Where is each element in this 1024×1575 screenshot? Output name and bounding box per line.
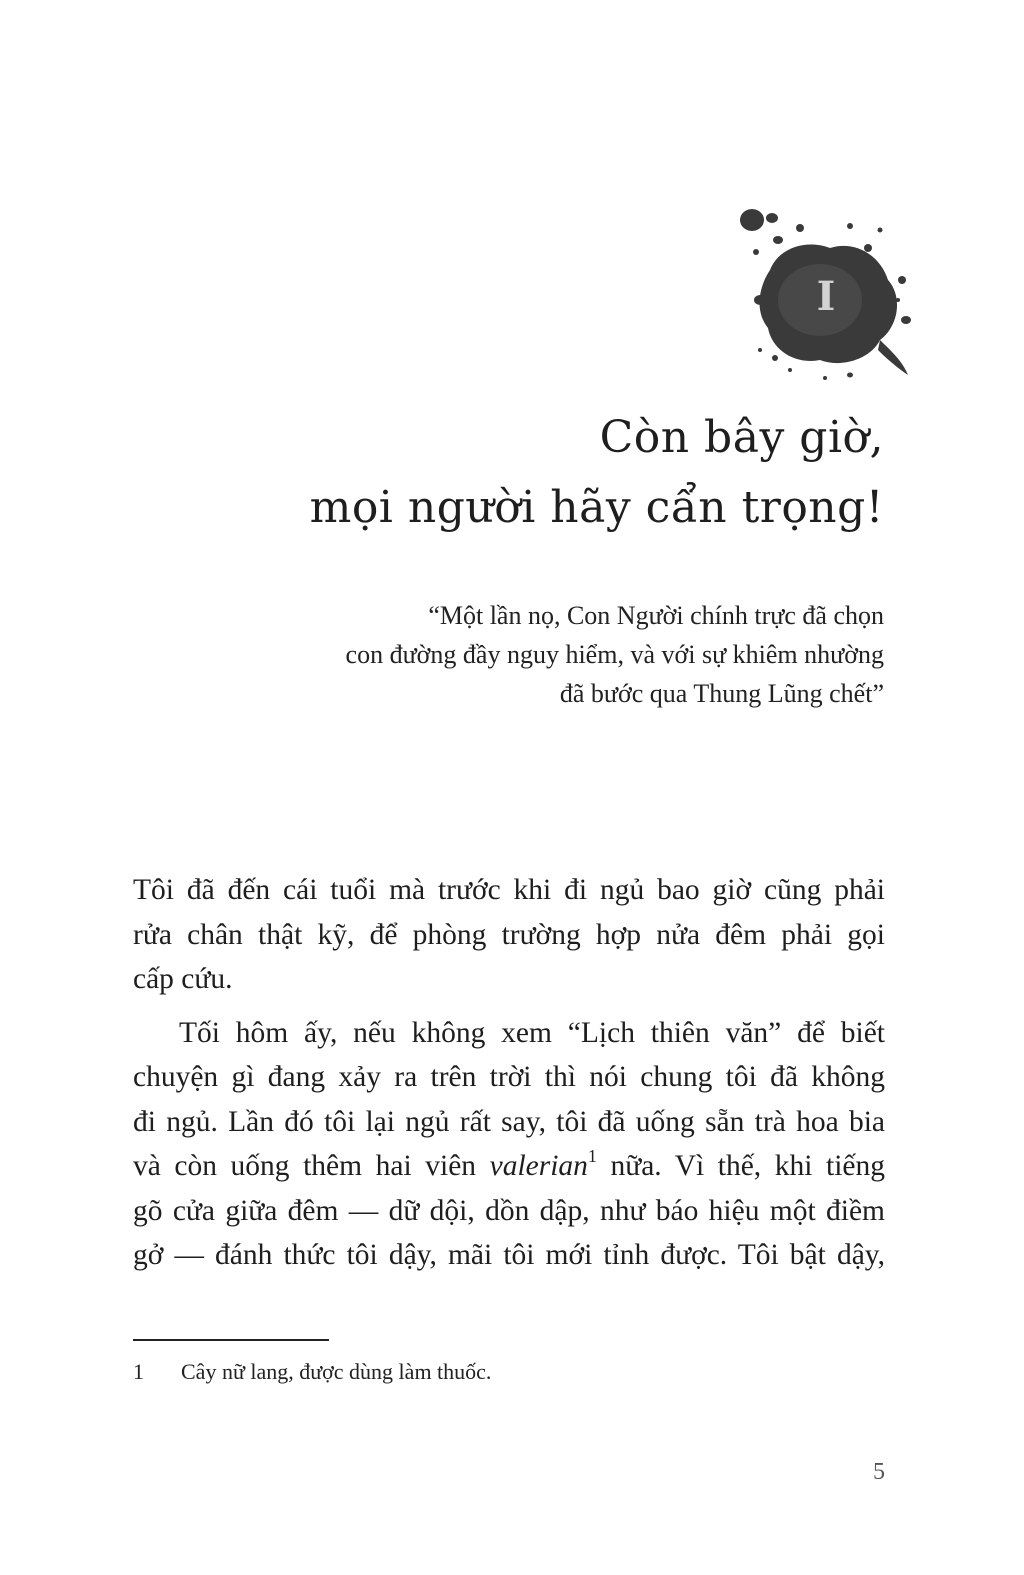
text-line: gở — đánh thức tôi dậy, mãi tôi mới tỉnh được. Tôi bật dậy, [133,1239,885,1271]
footnote-divider [133,1339,329,1341]
text-segment: và còn uống thêm hai viên [133,1150,490,1182]
text-line [133,1144,885,1189]
epigraph-line: “Một lần nọ, Con Người chính trực đã chọn [428,601,884,630]
footnote [133,1357,491,1387]
epigraph [244,596,884,713]
footnote-number: 1 [133,1359,144,1384]
page-number: 5 [873,1459,885,1485]
body-text [133,868,885,1278]
text-line: Tối hôm ấy, nếu không xem “Lịch thiên văn” để biết [179,1016,885,1049]
paragraph [133,868,885,1002]
paragraph [133,1011,885,1278]
chapter-title-line: Còn bây giờ, [599,412,884,463]
epigraph-line: con đường đầy nguy hiểm, và với sự khiêm nhường [345,640,884,669]
text-line: cấp cứu. [133,963,233,995]
text-line: đi ngủ. Lần đó tôi lại ngủ rất say, tôi đã uống sẵn trà hoa bia [133,1105,885,1138]
text-line: rửa chân thật kỹ, để phòng trường hợp nửa đêm phải gọi [133,918,885,951]
italic-term: valerian [489,1150,588,1182]
text-segment: nữa. Vì thế, khi tiếng [596,1150,885,1182]
epigraph-line: đã bước qua Thung Lũng chết” [559,679,884,708]
text-line: chuyện gì đang xảy ra trên trời thì nói chung tôi đã không [133,1061,885,1093]
chapter-title [244,403,884,543]
text-line: Tôi đã đến cái tuổi mà trước khi đi ngủ bao giờ cũng phải [133,874,885,906]
footnote-text: Cây nữ lang, được dùng làm thuốc. [181,1359,492,1384]
text-line: gõ cửa giữa đêm — dữ dội, dồn dập, như báo hiệu một điềm [133,1194,885,1227]
footnote-reference: 1 [587,1146,597,1167]
chapter-title-line: mọi người hãy cẩn trọng! [309,482,884,533]
chapter-numeral: I [816,273,836,320]
